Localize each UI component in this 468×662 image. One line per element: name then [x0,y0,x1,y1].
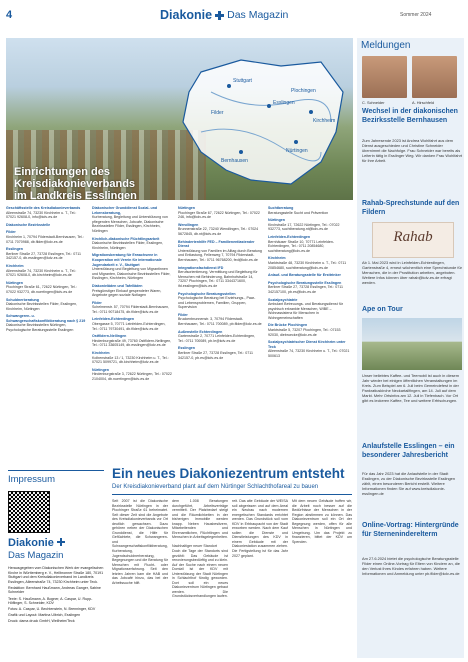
hero-image [6,38,353,200]
entry-heading: Behindertenhilfe FED – Familienentlastender Dienst [178,239,255,249]
entry-heading: Die Brücke Plochingen [268,323,308,328]
news-heading: Wechsel in der diakonischen Bezirksstelle Bernhausen [362,108,458,124]
brand-name: Diakonie [160,8,213,22]
entry-text: Kolbenstraße 13 / 1, 73230 Kirchheim u. T., Tel.: 07021 5099721, db.kirchheim@kdv-es.de [92,355,169,365]
news-heading: Online-Vortrag: Hintergründe für Sterneninderelterm [362,522,459,538]
news-text: Zum Jahresende 2023 ist Andrea Wohlfahrt aus dem Dienst ausgeschieden und Christine Schneider übernimmt die Nachfolge. Frau Schneider war bereits als Leiterin tätig in Esslinger Weg. Wir danken Frau Wohlfahrt für ihre Arbeit. [362,138,462,163]
article-column: reit. Das alte Gebäude der WEISA soll abgerissen und auf dem Areal ein Neubau nach modernen energetischen Standards errichtet werden. Das Grundstück soll vom KDV in Erbbaupacht von der Stadt erworben werden. Nach dem Kauf sollen die Dienste und Dienstleistungen des KDV in einem Gebäude mit der Diakoniestation zusammen ziehen. Die Fertigstellung ist für das Jahr 2027 geplant. [232,499,288,558]
entry-heading: Leinfelden-Echterdingen [92,317,135,322]
entry-heading: Filder [178,312,188,317]
map-marker [309,110,313,114]
entry-heading: Nürtingen [6,280,23,285]
impressum-line: Herausgegeben vom Diakonischen Werk der evangelischen Kirche in Württemberg e. V., Heilbronner Straße 180, 70191 Stuttgart und dem Kreisdiakonieverband im Landkreis Esslingen, Alleenstraße 74, 73230 Kirchheim unter Teck. [8,566,104,584]
article-title: Ein neues Diakoniezentrum entsteht [112,466,345,481]
entry-heading: Migrationsberatung für Erwachsene in Kooperation mit Verein für internationale Jugendarbeit e. V., Stuttgart [92,253,162,267]
entry-heading: Suchtberatung [268,206,294,210]
news-text: Ab 1. Mai 2023 wird in Leinfelden-Echterdingen, Gartenstraße 4, erneut wöchentlich eine Sprechstunde für Menschen, die in der Prostitution arbeiten, angeboten. Weitere Infos können über rahab@kdv-es.de erfragt werden. [362,260,462,285]
impressum-magazine: Das Magazin [8,550,64,561]
qr-code-icon [8,491,50,533]
entry-text: Brunnenstraße 22, 73240 Wendlingen, Tel.: 07024 5672845, db.nt@kdv-es.de [178,227,259,236]
article-column: Mit dem neuen Gebäude hoffen wir, die Arbeit noch besser auf die Bedürfnisse der Menschen in der Region abstimmen zu können. Das Diakoniezentrum soll ein Ort der Begegnung werden, offen für alle Menschen in Nürtingen und Umgebung. Um das Projekt zu finanzieren, bittet der KDV um Spenden. [292,499,352,544]
map-marker [239,150,243,154]
entry-text: Diakonische Bezirksstellen Filder, Esslingen, Kirchheim, Nürtingen [92,241,164,250]
entry-text: Alleenstraße 74, 73230 Kirchheim u. T., Tel.: 07021 92608-0, db.kirchheim@kdv-es.de [6,268,77,278]
impressum-line: Redaktion: Bernhard Haußmann, Andreas Ganger, Sabine Schneider [8,585,101,595]
news-heading: Rahab-Sprechstunde auf den Fildern [362,200,460,216]
entry-heading: Schwangeren- u. Schwangerschaftskonfliktberatung nach § 219 [6,314,86,323]
issue-label: Sommer 2024 [400,12,432,18]
photo-caption: A. Hirschfeld [412,100,435,105]
entry-text: Marktstraße 5, 73207 Plochingen, Tel.: 07153 92030, diebruecke@kdv-es.de [268,328,341,337]
entry-heading: Diakonische Bezirksstelle [6,222,51,227]
entry-text: Plochinger Straße 67, 72622 Nürtingen, Tel.: 07022 246, info@kdv-es.de [178,210,260,220]
photo-caption: C. Schneider [362,100,385,105]
entry-heading: Kirchlich-diakonische Flüchtlingsarbeit [92,236,160,241]
article-subtitle: Der Kreisdiakonieverband plant auf dem Nürtinger Schlachthofareal zu bauen [112,484,319,490]
entry-text: Berliner Straße 27, 73728 Esslingen, Tel.: 0711 342157-0, pb.es@kdv-es.de [178,351,253,360]
impressum-line: Fotos: A. Caspar, U. Bechtenstein, N. Brenninger, KDV [8,607,96,612]
entry-heading: Diakonischer Grunddienst Sozial- und Lebensberatung, [92,206,158,215]
page-number: 4 [6,9,13,21]
entry-heading: Kirchheim [6,263,24,268]
entry-heading: Filder [6,230,16,235]
impressum-line: Texte: S. Haußmann, A. Bogner, A. Caspar, U. Rupp-Höflinger, S. Schneider, KDV [8,596,93,606]
entry-heading: Esslingen [6,247,23,252]
entry-text: Ambulant Betreuungs- und Beratungsdienst für psychisch erkrankte Menschen, WIBE – Wohnassistenz für Menschen in Wohngemeinschaften [268,302,343,320]
entry-heading: Nürtingen [178,206,195,210]
entry-text: Kirchstraße 17, 72622 Nürtingen, Tel.: 07022 932773, suchtberatung.nt@kdv-es.de [268,222,340,232]
cross-icon [215,11,224,20]
entry-text: Schelmenstr. 57, 70794 Filderstadt-Bernhausen, Tel.: 0711 90718475, db.filder@kdv-es.de [92,305,170,314]
entry-heading: Psychologische Beratungsstelle Esslingen [268,280,342,285]
portrait-photo [412,56,457,98]
entry-heading: Sozialpsychiatrischer Dienst Kirchheim unter Teck [268,340,346,349]
entry-heading: Diakonieläden und Tafelläden [92,283,143,288]
entry-text: Berliner Straße 27, 73728 Esslingen, Tel.: 0711 342157100, pb.es@kdv-es.de [268,285,343,294]
entry-text: Diakonische Bezirksstellen Filder, Esslingen, Kirchheim, Nürtingen [6,302,78,311]
entry-text: Diakonische Bezirksstellen Nürtingen, Psychologische Beratungsstelle Esslingen [6,323,74,333]
map-label: Kirchheim [313,118,336,124]
entry-heading: Kirchheim [92,351,110,356]
diakonie-logo [160,8,288,22]
entry-text: Psychologische Beratung bei Erziehungs-, Paar- und Lebensproblemen, Familien, Gruppen, Supervision [178,296,256,310]
entry-heading: Filder [92,300,102,305]
news-text: Am 27.6.2024 bietet die psychologische Beratungsstelle Filder einen Online-Vortrag für Eltern von Kindern an, die den Verlust ihres Kindes erfahren haben. Weitere Informationen und Anmeldung unter pb.filder@kdv-es.de [362,556,460,576]
ape-photo [362,318,462,370]
directory-column-1 [6,206,86,336]
entry-text: Hindenburgstraße 3, 72622 Nürtingen, Tel.: 07022 2104004, db.nuertingen@kdv-es.de [92,372,172,381]
rahab-logo: Rahab [372,222,454,258]
magazine-name: Das Magazin [227,9,289,21]
entry-text: Hindenburgstraße 49, 73760 Ostfildern-Nellingen, Tel.: 0711 33605149, db.esslingen@kdv-es.de [92,338,172,348]
impressum-text [8,566,104,626]
entry-text: Obergasse 5, 70771 Leinfelden-Echterdingen, Tel.: 0711 79730491, db.filder@kdv-es.de [92,322,166,331]
district-map [171,52,351,192]
entry-text: Kirchheim 1, 70794 Filderstadt-Bernhausen, Tel.: 0711 7070988, db.filder@kdv-es.de [6,234,84,244]
map-marker [227,84,231,88]
entry-text: Preisgünstiger Einkauf gespendeter Waren, Angebote gegen soziale Notlagen [92,288,162,298]
divider [8,470,104,471]
divider [112,494,352,495]
map-marker [294,140,298,144]
entry-text: Gartenstraße 2, 70771 Leinfelden-Echterdingen, Tel.: 0711 700089, pb.le@kdv-es.de [178,334,256,343]
sidebar-title: Meldungen [361,40,411,51]
map-marker [267,104,271,108]
entry-text: Plochinger Straße 61, 72622 Nürtingen, Tel.: 07022 932773, db.nuertingen@kdv-es.de [6,285,77,294]
entry-text: Kurberatung, Begleitung und Unterstützung von pflegenden Menschen, Jobcafe, Diakonische Bezirksstellen Filder, Esslingen, Kirchheim, Nürtingen [92,215,168,233]
entry-text: Berliner Straße 27, 73728 Esslingen, Tel.: 0711 342157-0, db.esslingen@kdv-es.de [6,251,81,261]
entry-heading: Ostfildern-Nellingen [92,334,127,339]
impressum-title: Impressum [8,474,55,485]
entry-heading: Integrationsfachdienst IFD [178,265,224,270]
directory-column-3 [178,206,262,363]
entry-text: Unterstützung und Begleitung von Migrantinnen und Migranten, Diakonische Bezirksstellen Filder, Esslingen, Kirchheim, Nürtingen [92,267,171,281]
news-heading: Anlaufstelle Esslingen – ein besonderer Jahresbericht [362,443,455,459]
impressum-line: Grafik und Layout: Martina Ulbrich, Esslingen [8,613,81,618]
entry-heading: Nürtingen [92,367,109,372]
directory-column-2 [92,206,172,385]
cross-icon [57,538,65,546]
entry-heading: Kirchheim [268,256,286,261]
entry-heading: Anlauf- und Beratungsstelle für Ersttrinker [268,273,341,278]
article-column: Seit 2007 ist die Diakonische Bezirksstelle Nürtingen in der Plochinger Straße 61 beheimatet. Seit dieser Zeit sind die Angebote des Kreisdiakonieverbands vor Ort deutlich gewachsen. Dazu gehören neben der Diakonischen Grunddienst, die Hilfe für Geflüchtete, die Schwangeren- und Schwangerschaftskonfliktberatung, Kurberatung, Jugendschuldnerberatung, Begegnungen und die Beratung für Menschen mit Flucht- oder Migrationserfahrung. Seit den letzten Jahren kam die HAB und das Jobcafé hinzu, das bei der Arbeitssuche hilft. [112,499,168,585]
news-text: Unser beliebtes Kaffee- und Teemobil ist auch in diesem Jahr wieder bei einigen öffentlichen Veranstaltungen im Kreis. Zum Beispiel am 6. Juli beim Gemeindefest in der Pankratiuskirche Neckartailfingen, am 14. Juli auf dem Markt. Mehr Ortsinfos am 12. Juli in Tiefenbach. Vor Ort gibt es leckeren Kaffee, Tee und weitere Erfrischungen. [362,373,459,403]
directory-column-4 [268,206,352,362]
entry-text: Marktstraße 48, 73230 Kirchheim u. T., Tel.: 0711 20854680, suchtberatung@kdv-es.de [268,260,347,270]
impressum-logo: Diakonie [8,537,65,549]
entry-heading: Psychologische Beratungsstellen [178,291,236,296]
map-label: Esslingen [273,100,295,106]
entry-text: Alleenstraße 74, 73230 Kirchheim u. T., Tel.: 07021 92608-0, info@kdv-es.de [6,210,77,220]
entry-heading: Schuldnerberatung [6,297,39,302]
news-heading: Ape on Tour [362,306,403,313]
map-label: Filder [211,110,224,116]
impressum-line: Druck: dama druck GmbH, Weilheim/Teck [8,619,75,624]
map-label: Nürtingen [286,148,308,154]
entry-text: Unterstützung von Familien im Alltag durch Beratung und Entlastung, Fellenweg 7, 70794 Filderstadt-Bernhausen, Tel.: 0711 96768200, fed@kdv-es.de [178,248,262,262]
entry-text: Berufsorientierung, Vermittlung und Begleitung für Menschen mit Behinderung, Bahnhofstraße 14, 73207 Plochingen, Tel.: 0711 3344371600, ifd.esslingen@kdv-es.de [178,270,258,288]
hero-title: Einrichtungen des Kreisdiakonieverbands im Landkreis Esslingen [14,166,137,200]
entry-heading: Nürtingen [268,218,285,223]
entry-text: Beratungsstelle Sucht und Prävention [268,210,329,215]
article-column: dem 1.008 Beratungen durchgeführt, Arbeitsverträge vermittelt. Der Platzbedarf steigt und die Räumlichkeiten in der bisherigen Immobilie werden knapp. Neben Hausbesitzern, Mitarbeitenden und Ehrenamtlichen, Flüchtlingen und Menschen in Arbeitsgelegenheiten. Nachhaltiger neuer Standort Doch die Tage der Standorts sind gezählt: Das Gebäude ist renovierungsbedürftig und zu klein. Auf der Suche nach einem neuen Domizil ist der KDV mit Unterstützung der Stadt Nürtingen in Schlachthof fündig geworden. Dort soll ein neues Diakoniezentrum Nürtingen gebaut werden. Die Grundstücksverhandlungen laufen. [172,499,228,599]
page-header [0,0,468,34]
entry-heading: Leinfelden-Echterdingen [268,234,311,239]
entry-heading: Esslingen [178,346,195,351]
map-label: Bernhausen [221,158,248,164]
entry-heading: Wendlingen [178,222,199,227]
entry-text: Alleenstraße 74, 73230 Kirchheim u. T., Tel.: 07021 500613 [268,349,350,359]
entry-heading: Sozialpsychiatrie [268,297,298,302]
entry-text: Bernhäuser Straße 10, 70771 Leinfelden-Echterdingen, Tel.: 0711 20854680, suchtberatung@kdv-es.de [268,239,335,253]
map-label: Plochingen [291,88,316,94]
entry-text: Bruckenbrunnenstr. 3, 70794 Filderstadt-Bernhausen, Tel.: 0711 700089, pb.filder@kdv-es.de [178,317,262,327]
entry-heading: Außenstelle Echterdingen [178,329,223,334]
entry-heading: Geschäftsstelle des Kreisdiakonieverbands [6,206,81,210]
news-text: Für das Jahr 2023 hat die Anlaufstelle in der Stadt Esslingen, zu der Diakonische Bezirksstelle Esslingen zählt, einen besonderen Bericht erstellt. Weitere Informationen finden Sie auf www.kreisdiakonie-esslingen.de [362,471,455,496]
portrait-photo [362,56,407,98]
map-label: Stuttgart [233,78,252,84]
